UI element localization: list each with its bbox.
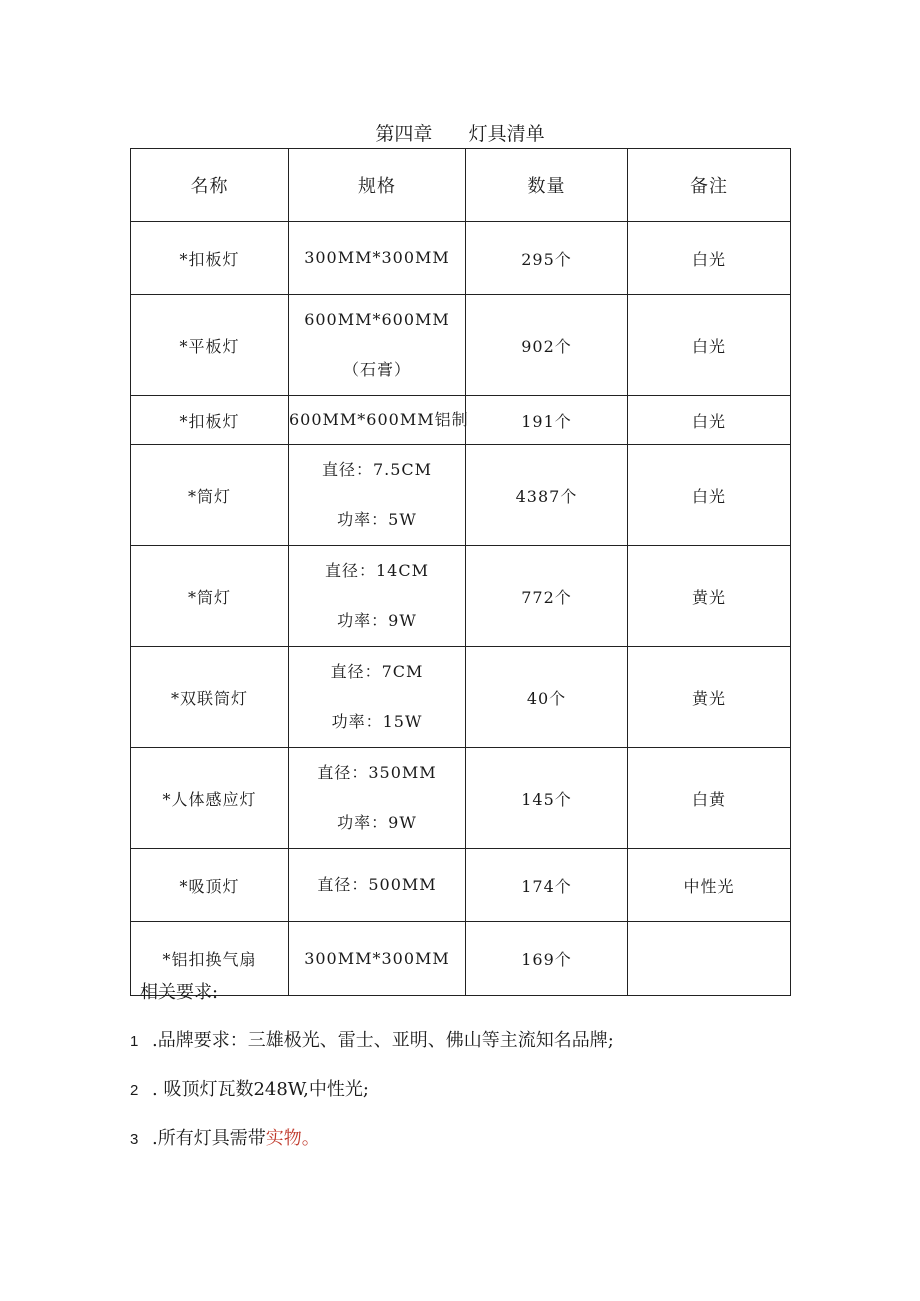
table-row — [131, 396, 791, 445]
requirement-text: .所有灯具需带 — [152, 1128, 266, 1149]
cell-spec — [289, 396, 469, 445]
cell-name: *筒灯 — [131, 445, 289, 546]
cell-qty: 145个 — [466, 748, 628, 849]
cell-note: 白光 — [628, 295, 791, 396]
cell-name: *吸顶灯 — [131, 849, 289, 922]
header-qty: 数量 — [466, 149, 628, 222]
table-row — [131, 849, 791, 922]
cell-note: 白黄 — [628, 748, 791, 849]
table-row — [131, 647, 791, 748]
spec-line: 功率：9W — [337, 611, 417, 630]
cell-name: *双联筒灯 — [131, 647, 289, 748]
cell-name: *人体感应灯 — [131, 748, 289, 849]
cell-qty: 40个 — [466, 647, 628, 748]
table-header-row — [131, 149, 791, 222]
requirement-text: .品牌要求：三雄极光、雷士、亚明、佛山等主流知名品牌; — [152, 1030, 614, 1051]
table-row — [131, 546, 791, 647]
requirement-number: 3 — [130, 1131, 139, 1148]
spec-line: 600MM*600MM — [304, 310, 450, 329]
cell-spec — [289, 222, 466, 295]
spec-line: 直径：350MM — [317, 763, 437, 782]
requirement-number: 2 — [130, 1082, 139, 1099]
cell-spec — [289, 295, 466, 396]
spec-line: 300MM*300MM — [304, 948, 450, 968]
cell-note: 黄光 — [628, 546, 791, 647]
cell-name: *平板灯 — [131, 295, 289, 396]
cell-name: *铝扣换气扇 — [131, 922, 289, 996]
table-row — [131, 748, 791, 849]
page-title: 第四章 灯具清单 — [375, 123, 545, 145]
table-row — [131, 222, 791, 295]
requirement-highlight: 实物。 — [265, 1128, 320, 1149]
cell-qty: 295个 — [466, 222, 628, 295]
cell-spec — [289, 748, 466, 849]
requirement-item — [130, 1075, 790, 1106]
cell-note: 黄光 — [628, 647, 791, 748]
cell-qty: 191个 — [466, 396, 628, 445]
cell-qty: 169个 — [466, 922, 628, 996]
spec-line: 直径：500MM — [317, 875, 437, 894]
cell-spec — [289, 647, 466, 748]
spec-line: 直径：7.5CM — [321, 460, 433, 479]
spec-line: 300MM*300MM — [304, 248, 450, 267]
header-name: 名称 — [131, 149, 289, 222]
spec-line: 直径：7CM — [330, 662, 424, 681]
spec-line: 功率：5W — [337, 510, 417, 529]
requirement-number: 1 — [130, 1033, 139, 1050]
cell-qty: 772个 — [466, 546, 628, 647]
cell-spec — [289, 849, 466, 922]
cell-note: 白光 — [628, 445, 791, 546]
cell-name: *扣板灯 — [131, 222, 289, 295]
cell-name: *筒灯 — [131, 546, 289, 647]
table-row — [131, 445, 791, 546]
header-note: 备注 — [628, 149, 791, 222]
cell-note: 白光 — [628, 396, 791, 445]
table-row — [131, 295, 791, 396]
header-spec: 规格 — [289, 149, 466, 222]
cell-spec — [289, 546, 466, 647]
cell-qty: 902个 — [466, 295, 628, 396]
spec-line: （石膏） — [342, 360, 411, 379]
spec-line: 功率：15W — [331, 712, 423, 731]
spec-line: 直径：14CM — [325, 561, 429, 580]
cell-spec — [289, 445, 466, 546]
cell-qty: 174个 — [466, 849, 628, 922]
light-fixture-table — [130, 148, 791, 996]
spec-line: 功率：9W — [337, 813, 417, 832]
spec-line: 600MM*600MM铝制 — [289, 410, 469, 429]
cell-note: 中性光 — [628, 849, 791, 922]
cell-note: 白光 — [628, 222, 791, 295]
cell-qty: 4387个 — [466, 445, 628, 546]
cell-name: *扣板灯 — [131, 396, 289, 445]
requirements-heading: 相关要求: — [140, 982, 219, 1003]
requirements-section — [130, 978, 790, 1155]
requirement-item — [130, 1124, 790, 1155]
requirement-item — [130, 1026, 790, 1057]
requirement-text: . 吸顶灯瓦数248W,中性光; — [152, 1079, 369, 1100]
